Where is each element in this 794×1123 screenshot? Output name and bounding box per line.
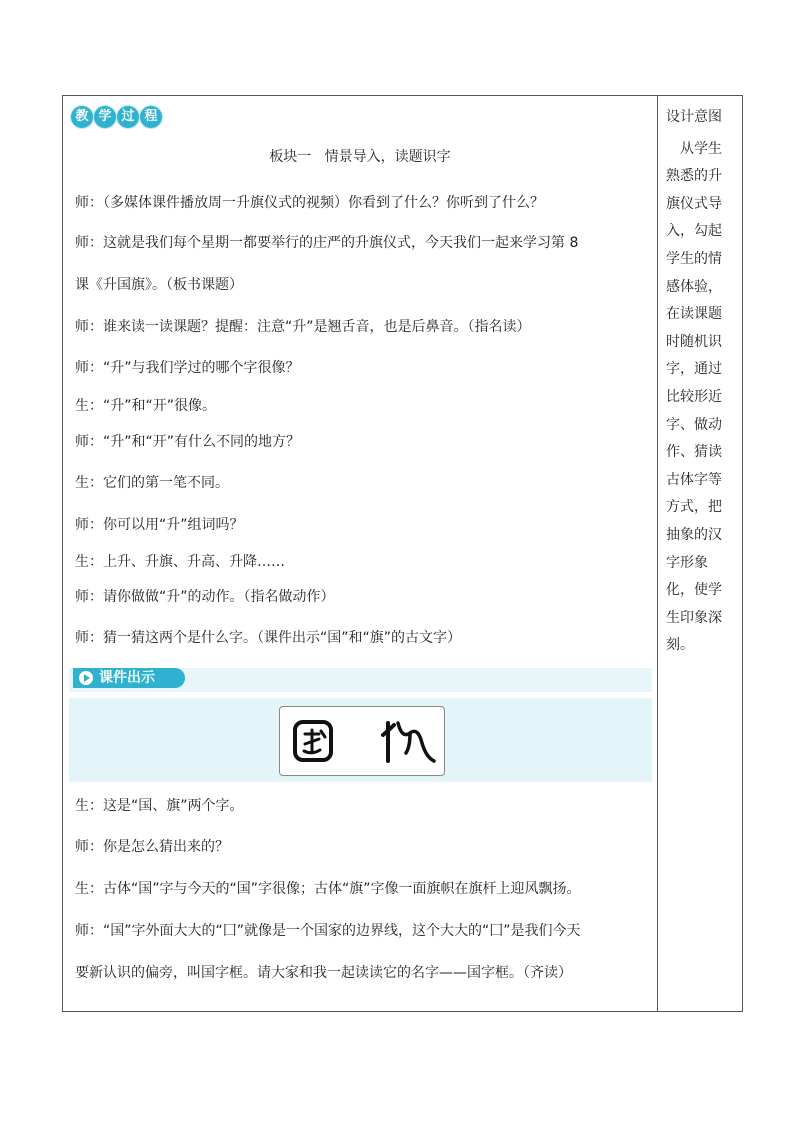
intent-line: 感体验， (666, 278, 722, 295)
intent-line: 作、猜读 (666, 444, 722, 461)
intent-line: 化，使学 (666, 582, 722, 599)
dialogue-line: 师：请你做做“升”的动作。（指名做动作） (75, 589, 335, 605)
teaching-process-badges (71, 106, 162, 128)
intent-line: 旗仪式导 (666, 195, 722, 212)
ancient-qi-glyph (380, 717, 436, 765)
intent-line: 比较形近 (666, 388, 722, 405)
dialogue-line: 师：“国”字外面大大的“囗”就像是一个国家的边界线，这个大大的“囗”是我们今天 (75, 923, 581, 939)
dialogue-line: 生：这是“国、旗”两个字。 (75, 798, 244, 814)
banner-label: 课件出示 (99, 670, 155, 686)
dialogue-line: 师：你是怎么猜出来的？ (75, 839, 229, 855)
main-column (63, 96, 657, 1011)
dialogue-line: 生：古体“国”字与今天的“国”字很像；古体“旗”字像一面旗帜在旗杆上迎风飘扬。 (75, 881, 581, 897)
intent-line: 古体字等 (666, 471, 722, 488)
ancient-characters-card (279, 706, 445, 776)
dialogue-line: 师：（多媒体课件播放周一升旗仪式的视频）你看到了什么？你听到了什么？ (75, 195, 544, 211)
intent-line: 熟悉的升 (666, 168, 722, 185)
intent-line: 入，勾起 (666, 223, 722, 240)
design-intent-text (666, 104, 734, 660)
intent-line: 刻。 (666, 637, 694, 654)
design-intent-column (658, 96, 742, 1011)
dialogue-line: 生：上升、升旗、升高、升降…… (75, 554, 285, 570)
badge-char: 过 (117, 106, 139, 128)
badge-char: 程 (140, 106, 162, 128)
dialogue-line: 师：谁来读一读课题？提醒：注意“升”是翘舌音，也是后鼻音。（指名读） (75, 319, 531, 335)
dialogue-line: 师：你可以用“升”组词吗？ (75, 517, 244, 533)
intent-line: 方式，把 (666, 499, 722, 516)
dialogue-line: 课《升国旗》。（板书课题） (75, 277, 243, 293)
intent-line: 字形象 (666, 554, 708, 571)
ancient-guo-glyph (290, 717, 336, 765)
play-icon (79, 671, 93, 685)
dialogue-line: 师：“升”与我们学过的哪个字很像？ (75, 360, 300, 376)
courseware-slide-area (69, 698, 652, 782)
intent-line: 生印象深 (666, 609, 722, 626)
dialogue-line: 师：这就是我们每个星期一都要举行的庄严的升旗仪式，今天我们一起来学习第 8 (75, 235, 579, 251)
lesson-table (62, 95, 743, 1012)
intent-line: 字，通过 (666, 361, 722, 378)
dialogue-line: 要新认识的偏旁，叫国字框。请大家和我一起读读它的名字——国字框。（齐读） (75, 965, 572, 981)
badge-char: 教 (71, 106, 93, 128)
intent-line: 字、做动 (666, 416, 722, 433)
intent-line: 抽象的汉 (666, 526, 722, 543)
design-intent-title: 设计意图 (666, 109, 722, 125)
badge-char: 学 (94, 106, 116, 128)
courseware-tab (73, 668, 185, 688)
dialogue-line: 生：“升”和“开”很像。 (75, 398, 217, 414)
intent-line: 从学生 (680, 140, 722, 157)
dialogue-line: 师：猜一猜这两个是什么字。（课件出示“国”和“旗”的古文字） (75, 630, 462, 646)
intent-line: 在读课题 (666, 306, 722, 323)
section-title: 板块一 情景导入，读题识字 (269, 149, 451, 165)
dialogue-line: 生：它们的第一笔不同。 (75, 475, 229, 491)
courseware-banner (69, 668, 652, 692)
intent-line: 时随机识 (666, 333, 722, 350)
dialogue-line: 师：“升”和“开”有什么不同的地方？ (75, 434, 301, 450)
intent-line: 学生的情 (666, 250, 722, 267)
